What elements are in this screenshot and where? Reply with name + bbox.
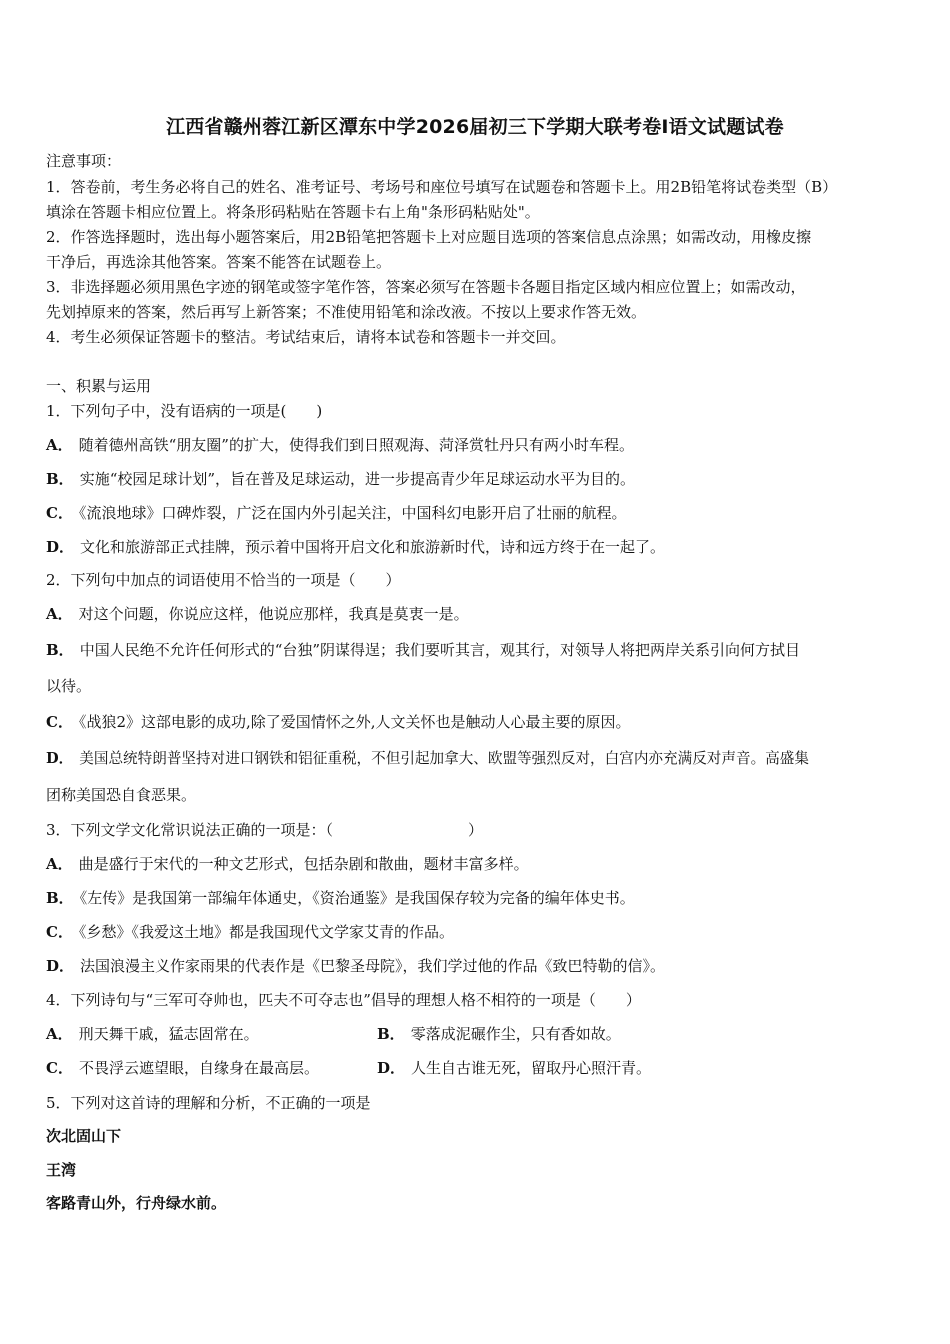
option-text: 美国总统特朗普坚持对进口钢铁和铝征重税，不但引起加拿大、欧盟等强烈反对，白宫内亦充满反对声音。高盛集 bbox=[79, 750, 809, 767]
option-text: 《战狼2》这部电影的成功,除了爱国情怀之外,人文关怀也是触动人心最主要的原因。 bbox=[78, 713, 631, 731]
q3-option-d bbox=[46, 956, 908, 976]
poem-title: 次北固山下 bbox=[46, 1127, 122, 1145]
q2-option-d bbox=[46, 749, 908, 769]
q1-option-d bbox=[46, 537, 908, 557]
option-text: 法国浪漫主义作家雨果的代表作是《巴黎圣母院》，我们学过他的作品《致巴特勒的信》。 bbox=[80, 957, 666, 975]
question-1-stem: 1．下列句子中，没有语病的一项是( ) bbox=[46, 402, 323, 420]
option-text: 人生自古谁无死，留取丹心照汗青。 bbox=[411, 1059, 652, 1077]
q3-option-b bbox=[46, 888, 908, 908]
q3-option-c bbox=[46, 922, 908, 942]
q2-option-a bbox=[46, 604, 908, 624]
notice-line: 4．考生必须保证答题卡的整洁。考试结束后，请将本试卷和答题卡一并交回。 bbox=[46, 328, 566, 346]
q4-option-b bbox=[377, 1024, 621, 1044]
q4-option-d bbox=[377, 1058, 651, 1078]
option-label: D． bbox=[46, 957, 75, 975]
poem-line: 客路青山外，行舟绿水前。 bbox=[46, 1194, 227, 1212]
option-label: C． bbox=[46, 713, 73, 731]
q4-options-row-1 bbox=[46, 1024, 908, 1044]
section-heading: 一、积累与运用 bbox=[46, 377, 152, 395]
q2-option-c bbox=[46, 712, 908, 732]
notice-line: 填涂在答题卡相应位置上。将条形码粘贴在答题卡右上角"条形码粘贴处"。 bbox=[46, 203, 540, 221]
notice-line: 1．答卷前，考生务必将自己的姓名、准考证号、考场号和座位号填写在试题卷和答题卡上。用2B铅笔将试卷类型（B） bbox=[46, 178, 838, 196]
option-label: D． bbox=[46, 538, 75, 556]
exam-title: 江西省赣州蓉江新区潭东中学2026届初三下学期大联考卷Ⅰ语文试题试卷 bbox=[166, 116, 784, 138]
option-label: B． bbox=[377, 1025, 405, 1043]
option-text: 曲是盛行于宋代的一种文艺形式，包括杂剧和散曲，题材丰富多样。 bbox=[78, 855, 529, 873]
option-text: 中国人民绝不允许任何形式的“台独”阴谋得逞；我们要听其言，观其行，对领导人将把两岸关系引向何方拭目 bbox=[79, 641, 801, 659]
poem-author: 王湾 bbox=[46, 1161, 77, 1179]
question-5-stem: 5．下列对这首诗的理解和分析，不正确的一项是 bbox=[46, 1094, 371, 1112]
option-label: B． bbox=[46, 470, 74, 488]
option-label: D． bbox=[46, 750, 74, 767]
q2-option-d-continued: 团称美国恐自食恶果。 bbox=[46, 786, 197, 804]
q2-option-b-continued: 以待。 bbox=[46, 677, 92, 695]
option-text: 文化和旅游部正式挂牌，预示着中国将开启文化和旅游新时代，诗和远方终于在一起了。 bbox=[80, 538, 666, 556]
option-text: 零落成泥碾作尘，只有香如故。 bbox=[410, 1025, 621, 1043]
option-label: C． bbox=[46, 504, 73, 522]
notice-heading: 注意事项： bbox=[46, 152, 122, 170]
option-label: A． bbox=[46, 605, 73, 623]
option-label: C． bbox=[46, 1059, 73, 1077]
option-text: 随着德州高铁“朋友圈”的扩大，使得我们到日照观海、菏泽赏牡丹只有两小时车程。 bbox=[78, 436, 634, 454]
option-text: 刑天舞干戚，猛志固常在。 bbox=[78, 1025, 259, 1043]
option-text: 实施“校园足球计划”，旨在普及足球运动，进一步提高青少年足球运动水平为目的。 bbox=[79, 470, 636, 488]
option-label: A． bbox=[46, 1025, 73, 1043]
option-label: B． bbox=[46, 889, 74, 907]
q1-option-b bbox=[46, 469, 908, 489]
option-text: 《左传》是我国第一部编年体通史，《资治通鉴》是我国保存较为完备的编年体史书。 bbox=[79, 889, 635, 907]
option-label: C． bbox=[46, 923, 73, 941]
notice-line: 干净后，再选涂其他答案。答案不能答在试题卷上。 bbox=[46, 253, 392, 271]
q1-option-a bbox=[46, 435, 908, 455]
q2-option-b bbox=[46, 640, 908, 660]
question-3-stem: 3．下列文学文化常识说法正确的一项是：（ ） bbox=[46, 821, 484, 839]
q1-option-c bbox=[46, 503, 908, 523]
option-label: D． bbox=[377, 1059, 406, 1077]
option-label: A． bbox=[46, 855, 73, 873]
notice-line: 先划掉原来的答案，然后再写上新答案；不准使用铅笔和涂改液。不按以上要求作答无效。 bbox=[46, 303, 647, 321]
option-label: A． bbox=[46, 436, 73, 454]
notice-line: 3．非选择题必须用黑色字迹的钢笔或签字笔作答，答案必须写在答题卡各题目指定区域内相应位置上；如需改动， bbox=[46, 278, 806, 296]
q4-options-row-2 bbox=[46, 1058, 908, 1078]
question-2-stem: 2．下列句中加点的词语使用不恰当的一项是（ ） bbox=[46, 571, 401, 589]
q3-option-a bbox=[46, 854, 908, 874]
option-text: 不畏浮云遮望眼，自缘身在最高层。 bbox=[78, 1059, 319, 1077]
notice-line: 2．作答选择题时，选出每小题答案后，用2B铅笔把答题卡上对应题目选项的答案信息点涂黑；如需改动，用橡皮擦 bbox=[46, 228, 812, 246]
option-text: 《乡愁》《我爱这土地》都是我国现代文学家艾青的作品。 bbox=[78, 923, 454, 941]
question-4-stem: 4．下列诗句与“三军可夺帅也，匹夫不可夺志也”倡导的理想人格不相符的一项是（ ） bbox=[46, 991, 641, 1009]
option-text: 《流浪地球》口碑炸裂，广泛在国内外引起关注，中国科幻电影开启了壮丽的航程。 bbox=[78, 504, 627, 522]
option-label: B． bbox=[46, 641, 74, 659]
option-text: 对这个问题，你说应这样，他说应那样，我真是莫衷一是。 bbox=[78, 605, 469, 623]
